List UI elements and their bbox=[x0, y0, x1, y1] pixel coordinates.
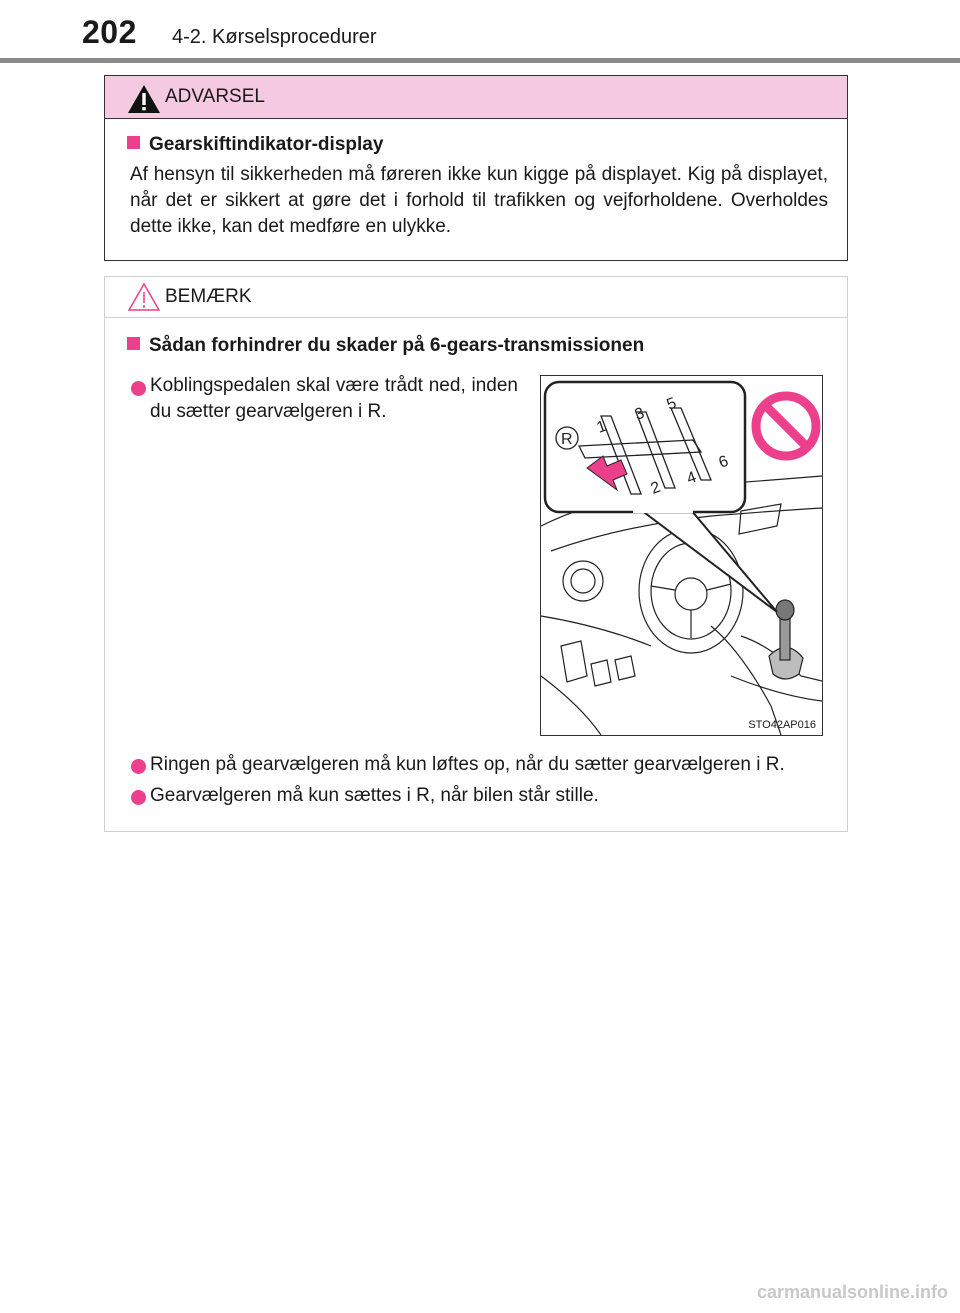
bullet-dot-icon bbox=[131, 381, 146, 396]
bullet-dot-icon bbox=[131, 790, 146, 805]
gear-label-r: R bbox=[561, 431, 573, 448]
bullet-dot-icon bbox=[131, 759, 146, 774]
note-header bbox=[105, 277, 847, 318]
figure-code: STO42AP016 bbox=[748, 719, 816, 731]
gearshift-figure bbox=[540, 375, 823, 736]
gear-label-1: 1 bbox=[594, 417, 609, 437]
warning-title: ADVARSEL bbox=[165, 86, 265, 107]
note-bullet-3: Gearvælgeren må kun sættes i R, når bilen står stille. bbox=[150, 785, 599, 806]
header-rule bbox=[0, 58, 960, 63]
page-header bbox=[0, 0, 960, 62]
gear-label-2: 2 bbox=[648, 478, 663, 498]
note-title: BEMÆRK bbox=[165, 286, 252, 307]
warning-body: Af hensyn til sikkerheden må føreren ikke kun kigge på displayet. Kig på displayet, når det er sikkert at gøre det i forhold til trafikken og vejforholdene. Overholdes dette ikke, kan det medføre en ulykke. bbox=[130, 164, 828, 237]
watermark: carmanualsonline.info bbox=[756, 1282, 948, 1302]
no-entry-icon bbox=[756, 396, 816, 456]
note-bullet-1: Koblingspedalen skal være trådt ned, inden du sætter gearvælgeren i R. bbox=[150, 375, 518, 422]
note-heading bbox=[127, 335, 644, 357]
warning-heading-text: Gearskiftindikator-display bbox=[149, 134, 384, 155]
caution-triangle-icon bbox=[127, 282, 161, 312]
note-bullet-2: Ringen på gearvælgeren må kun løftes op, når du sætter gearvælgeren i R. bbox=[150, 754, 785, 775]
page-number: 202 bbox=[82, 14, 137, 50]
gear-label-6: 6 bbox=[716, 452, 731, 472]
section-title: 4-2. Kørselsprocedurer bbox=[172, 26, 377, 48]
gear-label-5: 5 bbox=[664, 394, 679, 414]
warning-heading bbox=[127, 134, 383, 156]
square-bullet-icon bbox=[127, 337, 140, 350]
square-bullet-icon bbox=[127, 136, 140, 149]
warning-box bbox=[104, 75, 848, 261]
gear-label-3: 3 bbox=[632, 404, 647, 424]
gear-label-4: 4 bbox=[684, 468, 699, 488]
warning-triangle-icon bbox=[127, 84, 161, 114]
gearshift-illustration bbox=[541, 376, 822, 735]
warning-header bbox=[105, 76, 847, 119]
note-heading-text: Sådan forhindrer du skader på 6-gears-transmissionen bbox=[149, 335, 645, 356]
